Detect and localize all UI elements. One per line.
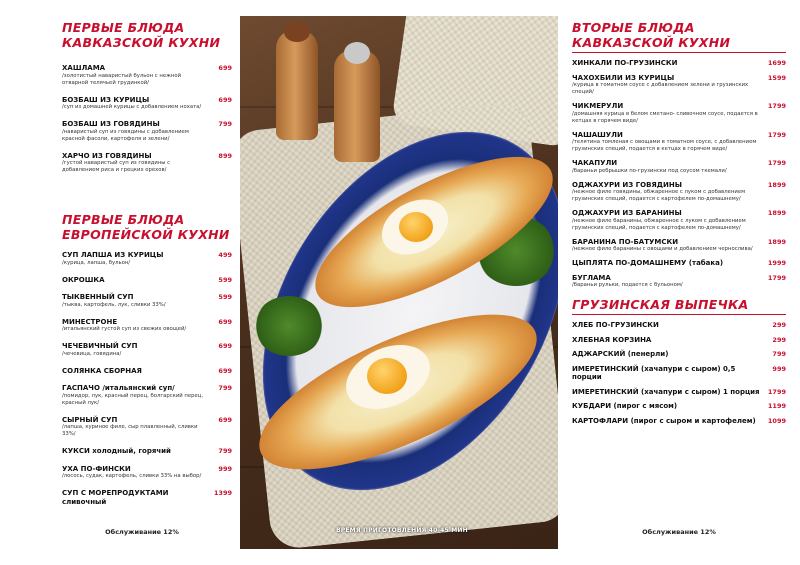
menu-item — [62, 64, 232, 87]
menu-item — [62, 384, 232, 407]
menu-item-description: /бараньи ребрышки по-грузински под соусом ткемали/ — [572, 167, 727, 174]
menu-item — [572, 274, 786, 290]
menu-item-price: 699 — [218, 342, 232, 350]
menu-item-name: СЫРНЫЙ СУП — [62, 415, 118, 424]
menu-item — [572, 59, 786, 68]
menu-item-description: /домашняя курица в белом сметано- сливочном соусе, подается в кетцах в горячем виде/ — [572, 110, 758, 124]
menu-item-price: 599 — [218, 293, 232, 301]
menu-item-name: ИМЕРЕТИНСКИЙ (хачапури с сыром) 0,5 порции — [572, 364, 736, 381]
menu-item-name: ЧИКМЕРУЛИ — [572, 102, 624, 110]
menu-item-name: ГАСПАЧО /итальянский суп/ — [62, 384, 175, 392]
menu-item — [572, 388, 786, 397]
menu-item — [572, 131, 786, 154]
menu-item-price: 1099 — [767, 416, 786, 425]
menu-item-name: ОДЖАХУРИ ИЗ БАРАНИНЫ — [572, 209, 682, 217]
service-charge-note: Обслуживание 12% — [642, 528, 716, 536]
menu-item — [572, 74, 786, 97]
menu-item — [572, 365, 786, 382]
menu-item — [62, 342, 232, 358]
menu-item-description: /суп из домашней курицы с добавлением нохата/ — [62, 104, 202, 110]
menu-item — [62, 367, 232, 376]
salt-shaker — [334, 50, 380, 162]
section-title-caucasian-first — [62, 20, 232, 50]
menu-item-price: 599 — [218, 275, 232, 284]
menu-item-price: 1699 — [767, 59, 786, 67]
menu-item-name: СОЛЯНКА СБОРНАЯ — [62, 366, 142, 375]
menu-list-caucasian-second — [572, 59, 786, 289]
menu-item-name: АДЖАРСКИЙ (пенерли) — [572, 350, 669, 358]
section-title-georgian-pastry — [572, 297, 786, 315]
menu-list-georgian-pastry — [572, 321, 786, 425]
menu-item-description: /густой наваристый суп из говядины с добавлением риса и грецких орехов/ — [62, 160, 171, 173]
menu-item-price: 299 — [772, 335, 786, 344]
menu-item-name: УХА ПО-ФИНСКИ — [62, 464, 131, 473]
menu-item-price: 1799 — [767, 102, 786, 110]
menu-item-description: /лапша, куриное филе, сыр плавленный, сливки 33%/ — [62, 424, 198, 437]
menu-item-name: КУБДАРИ (пирог с мясом) — [572, 402, 678, 410]
menu-item-description: /курица в томатном соусе с добавлением зелени и грузинских специй/ — [572, 82, 749, 95]
menu-item-name: ХИНКАЛИ ПО-ГРУЗИНСКИ — [572, 59, 678, 67]
menu-item-price: 1799 — [767, 130, 786, 139]
menu-item-name: ОКРОШКА — [62, 275, 105, 284]
menu-list-caucasian-first — [62, 64, 232, 174]
menu-item-description: /тыква, картофель, лук, сливки 33%/ — [62, 301, 166, 308]
menu-item-name: ХАРЧО ИЗ ГОВЯДИНЫ — [62, 151, 152, 160]
menu-item-name: ХАШЛАМА — [62, 64, 106, 72]
menu-item-name: ЦЫПЛЯТА ПО-ДОМАШНЕМУ (табака) — [572, 259, 724, 267]
menu-item — [572, 350, 786, 359]
menu-item-price: 1199 — [767, 402, 786, 410]
menu-item-price: 699 — [218, 64, 232, 72]
menu-item — [62, 489, 232, 506]
section-title-line: КАВКАЗСКОЙ КУХНИ — [62, 35, 221, 50]
egg-yolk — [367, 358, 407, 394]
menu-item-price: 499 — [218, 251, 232, 259]
menu-item-price: 1799 — [767, 387, 786, 396]
menu-item-name: БОЗБАШ ИЗ КУРИЦЫ — [62, 95, 150, 104]
menu-item-price: 699 — [218, 366, 232, 375]
menu-item-name: СУП ЛАПША ИЗ КУРИЦЫ — [62, 251, 164, 259]
menu-item-name: ХЛЕБНАЯ КОРЗИНА — [572, 335, 652, 344]
section-title-line: ПЕРВЫЕ БЛЮДА — [62, 212, 185, 227]
menu-item-name: ЧЕЧЕВИЧНЫЙ СУП — [62, 342, 138, 350]
menu-item-price: 1599 — [767, 73, 786, 82]
menu-item-name: МИНЕСТРОНЕ — [62, 317, 118, 326]
menu-item — [572, 336, 786, 345]
section-title-line: ПЕРВЫЕ БЛЮДА — [62, 20, 185, 35]
section-title-line: ГРУЗИНСКАЯ ВЫПЕЧКА — [572, 297, 749, 312]
menu-item-name: ТЫКВЕННЫЙ СУП — [62, 293, 134, 301]
pepper-mill — [276, 30, 318, 140]
menu-item-price: 799 — [218, 384, 232, 392]
menu-item-price: 699 — [218, 415, 232, 424]
menu-item — [62, 120, 232, 143]
menu-item — [62, 447, 232, 456]
menu-item-name: БОЗБАШ ИЗ ГОВЯДИНЫ — [62, 120, 160, 128]
menu-item-description: /помидор, лук, красный перец, болгарский перец, красный лук/ — [62, 392, 204, 406]
menu-item-name: СУП С МОРЕПРОДУКТАМИ сливочный — [62, 489, 169, 506]
menu-item-description: /нежное филе говядины, обжаренное с луком с добавлением грузинских специй, подается с картофелем по-домашнему/ — [572, 189, 746, 202]
menu-item-description: /нежное филе баранины с овощами и добавлением черносливa/ — [572, 246, 753, 252]
menu-item — [62, 96, 232, 112]
menu-item-name: КАРТОФЛАРИ (пирог с сыром и картофелем) — [572, 416, 756, 425]
menu-item-name: БАРАНИНА ПО-БАТУМСКИ — [572, 237, 679, 246]
menu-item-price: 1899 — [767, 209, 786, 217]
menu-item — [572, 159, 786, 175]
menu-item-price: 699 — [218, 317, 232, 326]
menu-item-price: 699 — [218, 95, 232, 104]
menu-item — [572, 321, 786, 330]
service-charge-note: Обслуживание 12% — [105, 528, 179, 536]
menu-item-name: ХЛЕБ ПО-ГРУЗИНСКИ — [572, 321, 659, 329]
menu-item — [572, 209, 786, 232]
menu-item-price: 1899 — [767, 237, 786, 246]
section-title-european-first — [62, 212, 232, 242]
menu-list-european-first — [62, 251, 232, 506]
menu-item — [572, 259, 786, 268]
menu-item-description: /бараньи рульки, подается с бульоном/ — [572, 282, 683, 288]
section-title-caucasian-second — [572, 20, 786, 53]
menu-item-price: 299 — [772, 321, 786, 329]
menu-item-name: КУКСИ холодный, горячий — [62, 447, 171, 455]
section-title-line: КАВКАЗСКОЙ КУХНИ — [572, 35, 731, 50]
menu-item — [62, 465, 232, 481]
menu-item — [572, 238, 786, 254]
egg-yolk — [399, 212, 433, 242]
section-title-line: ВТОРЫЕ БЛЮДА — [572, 20, 695, 35]
menu-item — [572, 102, 786, 125]
menu-item — [572, 417, 786, 426]
right-menu-column — [558, 0, 800, 565]
khachapuri-photo — [240, 16, 558, 549]
menu-item-description: /лосось, судак, картофель, сливки 33% на выбор/ — [62, 473, 202, 479]
menu-item — [62, 276, 232, 285]
menu-item-name: ЧАКАПУЛИ — [572, 159, 618, 167]
menu-item-description: /золотистый наваристый бульон с нежной отварной телячьей грудинкой/ — [62, 72, 182, 86]
menu-item-description: /итальянский густой суп из свежих овощей/ — [62, 326, 187, 332]
menu-item-name: ЧАШАШУЛИ — [572, 130, 623, 139]
menu-item-price: 999 — [772, 364, 786, 373]
menu-item — [62, 293, 232, 309]
menu-item — [62, 152, 232, 175]
menu-item-price: 1799 — [767, 273, 786, 282]
section-title-line: ЕВРОПЕЙСКОЙ КУХНИ — [62, 227, 230, 242]
menu-item-price: 799 — [218, 120, 232, 128]
menu-item-name: БУГЛАМА — [572, 273, 611, 282]
menu-item-name: ИМЕРЕТИНСКИЙ (хачапури с сыром) 1 порция — [572, 387, 760, 396]
menu-item — [62, 251, 232, 267]
menu-item-price: 899 — [218, 151, 232, 160]
menu-item — [62, 318, 232, 334]
menu-item-price: 1799 — [767, 159, 786, 167]
menu-item-name: ОДЖАХУРИ ИЗ ГОВЯДИНЫ — [572, 180, 683, 189]
menu-item-description: /нежное филе баранины, обжаренное с луком с добавлением грузинских специй, подается с картофелем по-домашнему/ — [572, 217, 746, 231]
photo-caption: ВРЕМЯ ПРИГОТОВЛЕНИЯ 40-45 МИН — [336, 527, 468, 534]
menu-item — [62, 416, 232, 439]
menu-item-price: 1399 — [213, 489, 232, 497]
left-menu-column — [0, 0, 240, 565]
menu-item-price: 799 — [772, 350, 786, 358]
menu-item-description: /телятина томленая с овощами в томатном соусе, с добавлением грузинских специй, подается в кетцах в горячем виде/ — [572, 139, 757, 152]
menu-item-price: 799 — [218, 447, 232, 455]
menu-item-price: 1899 — [767, 180, 786, 189]
menu-item-description: /чечевица, говядина/ — [62, 350, 122, 357]
menu-item-description: /наваристый суп из говядины с добавлением красной фасоли, картофеля и зелени/ — [62, 128, 189, 142]
menu-item — [572, 402, 786, 411]
menu-item-description: /курица, лапша, бульон/ — [62, 259, 131, 266]
menu-item — [572, 181, 786, 204]
menu-item-price: 999 — [218, 464, 232, 473]
menu-item-name: ЧАХОХБИЛИ ИЗ КУРИЦЫ — [572, 73, 675, 82]
menu-item-price: 1999 — [767, 259, 786, 267]
